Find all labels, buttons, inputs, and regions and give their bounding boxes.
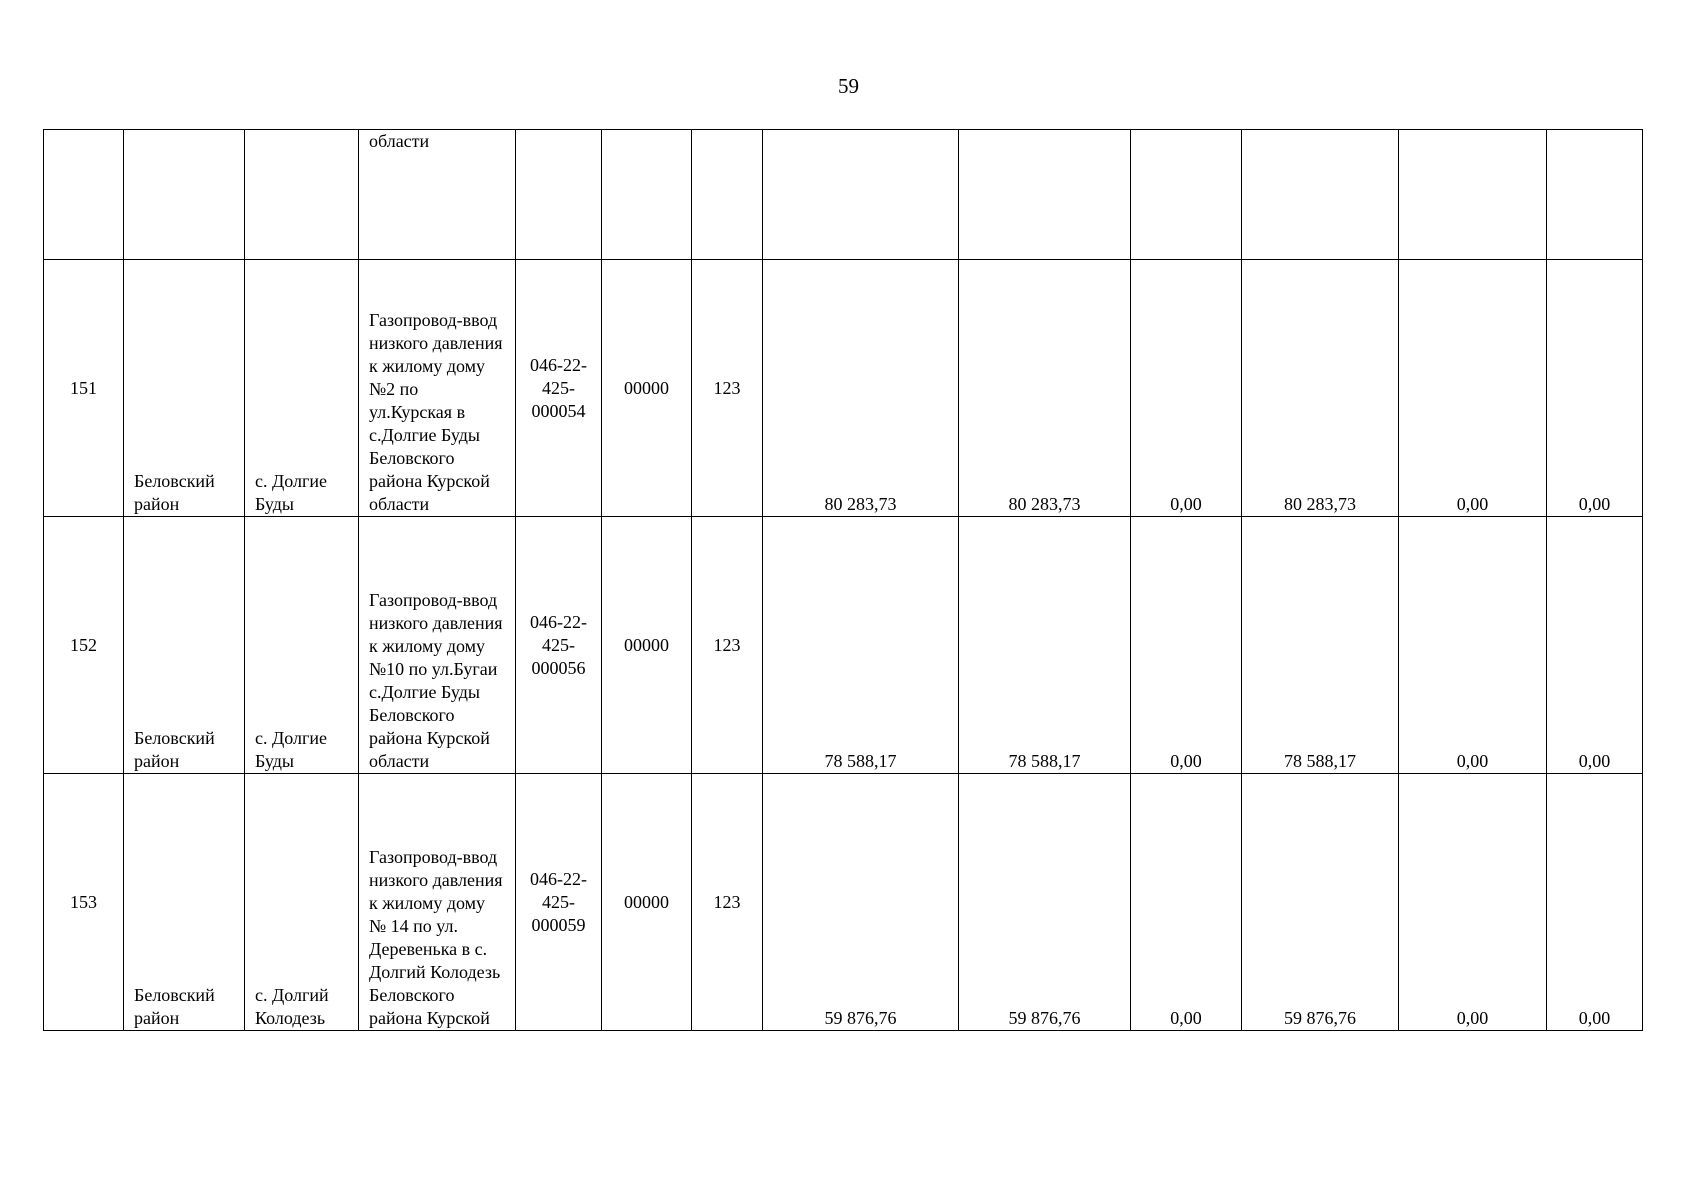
cell-qty: 123	[692, 260, 763, 517]
table-row	[44, 774, 1643, 1031]
cell-district: Беловский район	[124, 260, 245, 517]
cell-name: Газопровод-ввод низкого давления к жилому дому №2 по ул.Курская в с.Долгие Буды Беловского района Курской области	[359, 260, 516, 517]
cell-name: Газопровод-ввод низкого давления к жилому дому №10 по ул.Бугаи с.Долгие Буды Беловского района Курской области	[359, 517, 516, 774]
cell-qty: 123	[692, 774, 763, 1031]
cell-num	[44, 130, 124, 260]
cell-settlement: с. Долгие Буды	[245, 260, 359, 517]
cell-qty	[692, 130, 763, 260]
cell-value-6: 0,00	[1547, 517, 1643, 774]
cell-num: 151	[44, 260, 124, 517]
cell-value-2	[959, 130, 1131, 260]
cell-value-1	[763, 130, 959, 260]
registry-table	[43, 129, 1643, 1031]
cell-value-3: 0,00	[1131, 517, 1242, 774]
cell-cadastral: 046-22-425-000056	[516, 517, 602, 774]
cell-value-6: 0,00	[1547, 774, 1643, 1031]
cell-value-4: 78 588,17	[1242, 517, 1399, 774]
cell-value-1: 59 876,76	[763, 774, 959, 1031]
cell-cadastral: 046-22-425-000059	[516, 774, 602, 1031]
cell-name: Газопровод-ввод низкого давления к жилому дому № 14 по ул. Деревенька в с. Долгий Колодезь Беловского района Курской	[359, 774, 516, 1031]
table-row	[44, 260, 1643, 517]
cell-name: области	[359, 130, 516, 260]
cell-value-4: 59 876,76	[1242, 774, 1399, 1031]
cell-value-3	[1131, 130, 1242, 260]
cell-value-1: 78 588,17	[763, 517, 959, 774]
cell-value-6	[1547, 130, 1643, 260]
cell-settlement	[245, 130, 359, 260]
cell-value-6: 0,00	[1547, 260, 1643, 517]
cell-value-4: 80 283,73	[1242, 260, 1399, 517]
cell-cadastral: 046-22-425-000054	[516, 260, 602, 517]
cell-num: 152	[44, 517, 124, 774]
cell-value-5: 0,00	[1399, 774, 1547, 1031]
cell-settlement: с. Долгие Буды	[245, 517, 359, 774]
cell-value-1: 80 283,73	[763, 260, 959, 517]
cell-value-5	[1399, 130, 1547, 260]
cell-value-2: 59 876,76	[959, 774, 1131, 1031]
cell-value-5: 0,00	[1399, 517, 1547, 774]
cell-code: 00000	[602, 774, 692, 1031]
table-row	[44, 517, 1643, 774]
cell-value-2: 80 283,73	[959, 260, 1131, 517]
cell-value-5: 0,00	[1399, 260, 1547, 517]
cell-code: 00000	[602, 260, 692, 517]
page-number: 59	[838, 74, 859, 98]
cell-value-2: 78 588,17	[959, 517, 1131, 774]
cell-district	[124, 130, 245, 260]
cell-code	[602, 130, 692, 260]
cell-district: Беловский район	[124, 774, 245, 1031]
cell-value-3: 0,00	[1131, 774, 1242, 1031]
cell-value-3: 0,00	[1131, 260, 1242, 517]
cell-settlement: с. Долгий Колодезь	[245, 774, 359, 1031]
cell-district: Беловский район	[124, 517, 245, 774]
cell-num: 153	[44, 774, 124, 1031]
cell-cadastral	[516, 130, 602, 260]
cell-code: 00000	[602, 517, 692, 774]
cell-qty: 123	[692, 517, 763, 774]
cell-value-4	[1242, 130, 1399, 260]
table-row-continuation	[44, 130, 1643, 260]
